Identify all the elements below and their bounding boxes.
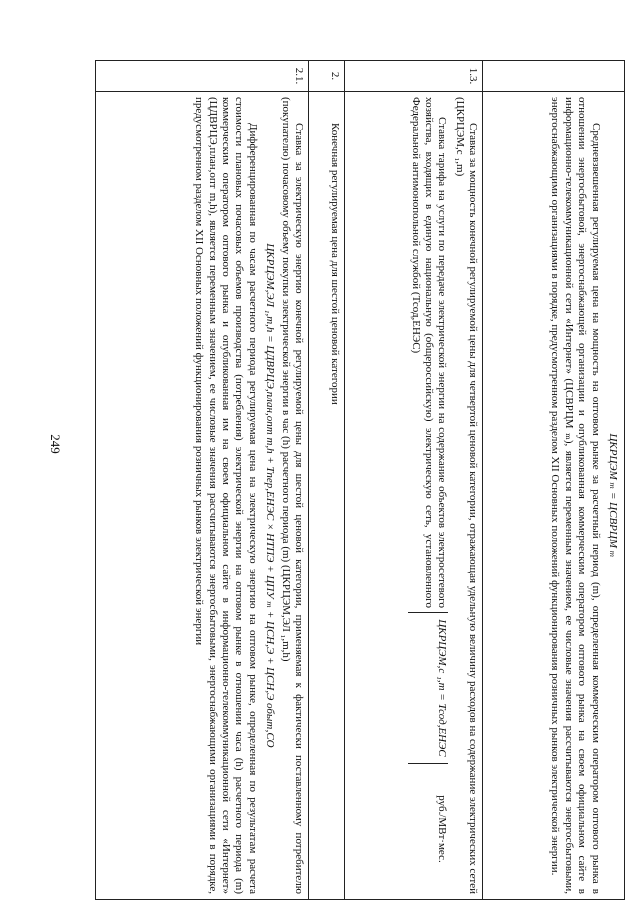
row-text: Ставка за электрическую энергию конечной регулируемой цены для шестой ценовой категории, применяемая к фактически поставленному потребителю (покупателю) почасовому объему покупки электрической энергии в час (h) расчетного периода (m) (ЦКРЦЭМ,ЭЛ ₁,m,h): [279, 97, 305, 894]
page-number: 249: [48, 434, 63, 454]
table-row: [308, 61, 344, 900]
table-row: [96, 61, 309, 900]
table-row: [345, 61, 483, 900]
subrow-formula: ЦКРЦЭМ,с ₁,m = Тсод,ЕНЭС: [408, 613, 448, 764]
row-content: [483, 92, 625, 900]
row-text: Средневзвешенная регулируемая цена на мощность на оптовом рынке за расчетный период (m), определенная коммерческим оператором оптового рынка в отношении энергосбытовой, энергоснабжающей организации и опубликованная коммерческим оператором оптового рынка на своем официальном сайте в информационно-телекоммуникационной сети «Интернет» (ЦСВРЦМ ₘ), является переменным значением, ее числовые значения рассчитываются энергосбытовыми, энергоснабжающими организациями в порядке, предусмотренном разделом XII Основных положений функционирования розничных рынков электрической энергии.: [549, 97, 602, 894]
row-content: [96, 92, 309, 900]
row-text: Ставка за мощность конечной регулируемой цены для четвертой ценовой категории, отражающая удельную величину расходов на содержание электрических сетей (ЦКРЦЭМ,с ₁,m): [453, 97, 480, 894]
row-number: 2.1.: [96, 61, 309, 92]
row-content: [345, 92, 483, 900]
table-row: [483, 61, 625, 900]
row-content: [308, 92, 344, 900]
row-text-secondary: Дифференцированная по часам расчетного периода регулируемая цена на электрическую энергию на оптовом рынке, определенная по результатам расчета стоимости плановых почасовых объемов производства (потребления) электрической энергии на оптовом рынке в отношении часа (h) расчетного периода (m) коммерческим оператором оптового рынка и опубликованная им на своем официальном сайте в информационно-телекоммуникационной сети «Интернет» (ЦДВРЦЭ,план,опт m,h), является переменным значением, ее числовые значения рассчитываются энергосбытовыми, энергоснабжающими организациями в порядке, предусмотренном разделом XII Основных положений функционирования розничных рынков электрической энергии: [193, 97, 259, 894]
row-number: [483, 61, 625, 92]
formula: ЦКРЦЭМ ₘ = ЦСВРЦМ ₘ: [607, 433, 619, 558]
subrow-description: Ставка тарифа на услуги по передаче электрической энергии на содержание объектов электросетевого хозяйства, входящих в единую национальную (общероссийскую) электрическую сеть, установленного Федеральной антимонопольной службой (Тсод,ЕНЭС): [408, 97, 448, 613]
row-text: Конечная регулируемая цена для шестой ценовой категории: [329, 123, 342, 405]
row-number: 1.3.: [345, 61, 483, 92]
row-number: 2.: [308, 61, 344, 92]
formula: ЦКРЦЭМ,ЭЛ ₁,m,h = ЦДВРЦЭ,план,опт m,h + Тпер,ЕНЭС × НТПЭ + ЦПУ ₘ + ЦСН,Э + ЦСН,Э обыт,СО: [264, 243, 277, 748]
tariff-table: [95, 60, 625, 900]
rotated-table-container: [95, 60, 625, 900]
subrow: [408, 97, 448, 894]
subrow-unit: руб./МВт·мес.: [436, 795, 449, 863]
